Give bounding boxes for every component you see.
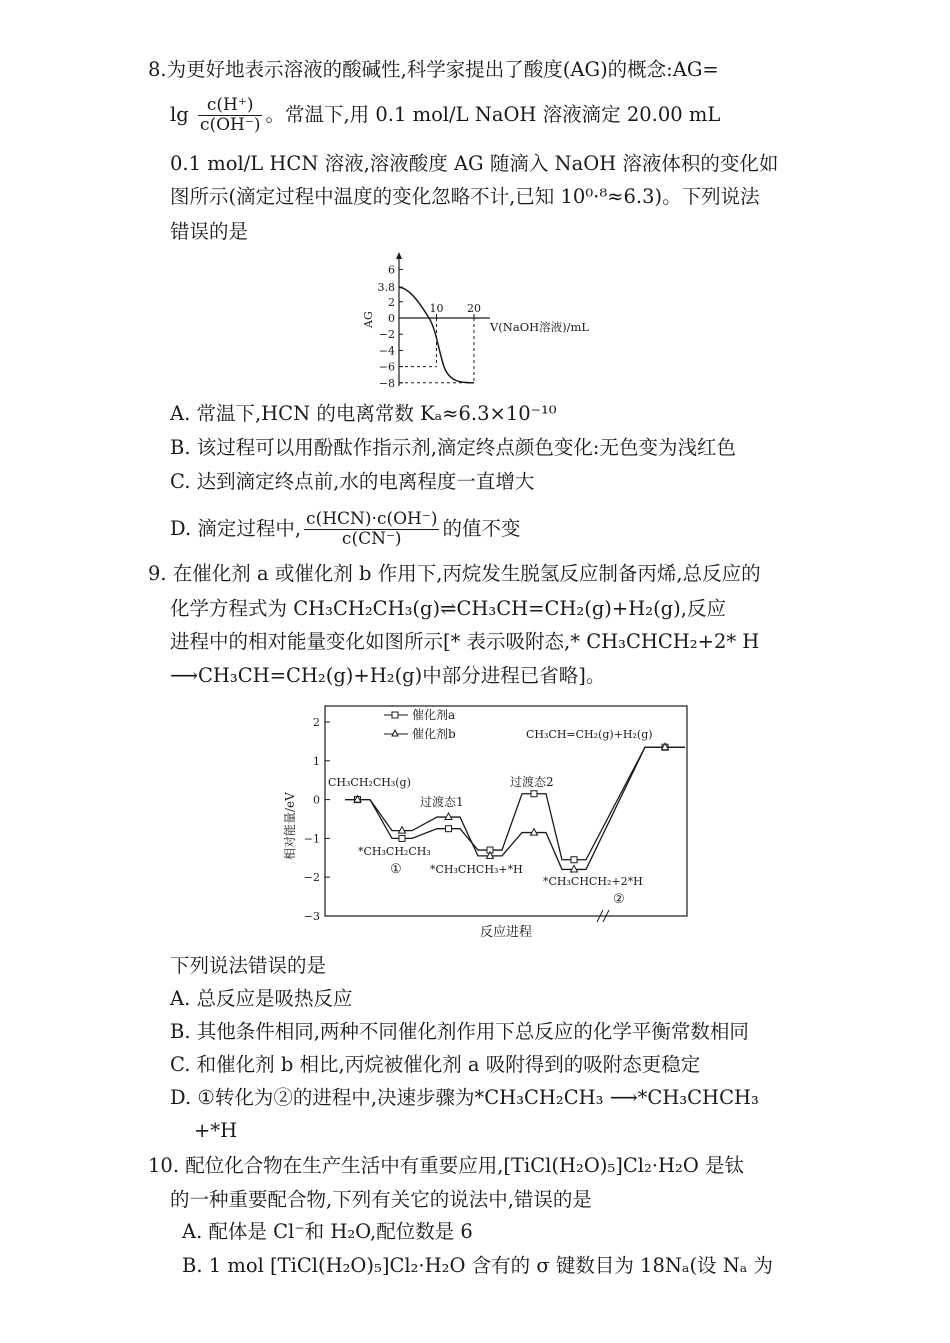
q9-ylabel: 相对能量/eV xyxy=(283,792,297,860)
q8-ytick-label: −2 xyxy=(378,328,395,342)
q8-line5: 错误的是 xyxy=(170,220,249,243)
q9-point-a xyxy=(531,791,537,797)
q10-line1: 10. 配位化合物在生产生活中有重要应用,[TiCl(H₂O)₅]Cl₂·H₂O 是钛 xyxy=(148,1154,745,1177)
q9-xlabel: 反应进程 xyxy=(480,925,533,940)
q9-energy-chart xyxy=(280,700,700,950)
q8-ytick-label: 0 xyxy=(388,312,395,325)
q8-xlabel: V(NaOH溶液)/mL xyxy=(490,320,590,334)
q10-line2: 的一种重要配合物,下列有关它的说法中,错误的是 xyxy=(170,1188,592,1211)
q8-number: 8. xyxy=(148,58,167,81)
q9-point-b xyxy=(531,829,538,836)
q8-ytick-label: −8 xyxy=(378,376,395,390)
q9-option-b: B. 其他条件相同,两种不同催化剂作用下总反应的化学平衡常数相同 xyxy=(170,1020,749,1043)
q9-option-c: C. 和催化剂 b 相比,丙烷被催化剂 a 吸附得到的吸附态更稳定 xyxy=(170,1053,701,1076)
q8-option-b: B. 该过程可以用酚酞作指示剂,滴定终点颜色变化:无色变为浅红色 xyxy=(170,436,736,459)
q9-ann-ads3: *CH₃CHCH₂+2*H xyxy=(543,875,643,888)
q8-y-arrow xyxy=(396,252,402,259)
q8-line3: 0.1 mol/L HCN 溶液,溶液酸度 AG 随滴入 NaOH 溶液体积的变化如 xyxy=(170,152,779,175)
q8-option-a: A. 常温下,HCN 的电离常数 Kₐ≈6.3×10⁻¹⁰ xyxy=(170,402,557,425)
q9-option-a: A. 总反应是吸热反应 xyxy=(170,987,353,1010)
q9-point-b xyxy=(399,827,406,834)
q9-ann-ts1: 过渡态1 xyxy=(420,795,464,809)
q9-ytick-label: −2 xyxy=(303,871,320,885)
q9-line3: 进程中的相对能量变化如图所示[* 表示吸附态,* CH₃CHCH₂+2* H xyxy=(170,630,760,653)
q9-prompt: 下列说法错误的是 xyxy=(170,954,327,977)
q9-ytick-label: −1 xyxy=(303,832,320,846)
q9-ann-ads2: *CH₃CHCH₃+*H xyxy=(430,863,523,876)
q8-ytick-label: 6 xyxy=(388,263,395,277)
q9-ann-product: CH₃CH=CH₂(g)+H₂(g) xyxy=(526,728,653,741)
q9-ytick-label: 2 xyxy=(313,716,320,729)
q10-option-a: A. 配体是 Cl⁻和 H₂O,配位数是 6 xyxy=(182,1220,473,1243)
q9-point-a xyxy=(571,857,577,863)
q9-ann-ads1: *CH₃CH₂CH₃ xyxy=(358,845,431,858)
q9-line4: ⟶CH₃CH=CH₂(g)+H₂(g)中部分进程已省略]。 xyxy=(170,664,606,687)
q9-legend-b: 催化剂b xyxy=(412,727,456,741)
q8-line2: lg $\frac{c(H^+)}{c(OH^-)}$ 。常温下,用 0.1 mol/L NaOH 溶液滴定 20.00 mL xyxy=(170,95,721,135)
q9-series-a-line xyxy=(345,747,685,860)
q8-line4: 图所示(滴定过程中温度的变化忽略不计,已知 10⁰·⁸≈6.3)。下列说法 xyxy=(170,185,760,208)
q9-legend-marker-b xyxy=(392,730,398,736)
q8-line1: 8.为更好地表示溶液的酸碱性,科学家提出了酸度(AG)的概念:AG= xyxy=(148,58,719,81)
q9-legend xyxy=(384,707,456,741)
q9-option-d-line2: +*H xyxy=(194,1119,238,1142)
q8-ylabel: AG xyxy=(362,311,375,328)
q9-point-a xyxy=(446,826,452,832)
q8-ag-chart xyxy=(350,250,620,395)
q8-ytick-label: −4 xyxy=(378,344,395,358)
q8-ytick-label: −6 xyxy=(378,360,395,374)
ag-fraction: $\frac{c(H^+)}{c(OH^-)}$ xyxy=(199,95,261,135)
q9-legend-marker-a xyxy=(392,712,398,718)
q9-line2: 化学方程式为 CH₃CH₂CH₃(g)⇌CH₃CH=CH₂(g)+H₂(g),反应 xyxy=(170,597,726,620)
q8-option-d: D. 滴定过程中, $\frac{\text{c(HCN)·c(OH⁻)}}{c(CN^-)}$ 的值不变 xyxy=(170,509,521,549)
q9-ann-ts2: 过渡态2 xyxy=(510,775,554,789)
q8-ytick-label: 2 xyxy=(388,295,395,309)
q9-point-b xyxy=(571,865,578,872)
q9-point-a xyxy=(399,835,405,841)
q8-option-c: C. 达到滴定终点前,水的电离程度一直增大 xyxy=(170,470,535,493)
q9-option-d-line1: D. ①转化为②的进程中,决速步骤为*CH₃CH₂CH₃ ⟶*CH₃CHCH₃ xyxy=(170,1086,759,1109)
q9-ann-circle2: ② xyxy=(613,892,625,907)
q10-option-b: B. 1 mol [TiCl(H₂O)₅]Cl₂·H₂O 含有的 σ 键数目为 18Nₐ(设 Nₐ 为 xyxy=(182,1254,774,1277)
q9-ann-reactant: CH₃CH₂CH₃(g) xyxy=(328,776,411,789)
q9-ytick-label: 0 xyxy=(313,793,320,807)
q9-point-b xyxy=(445,813,452,820)
q9-ytick-label: 1 xyxy=(313,754,320,768)
q8-xtick-label: 10 xyxy=(429,302,444,315)
q8-ytick-label: 3.8 xyxy=(377,281,395,295)
q8-xtick-label: 20 xyxy=(467,302,481,315)
q9-line1: 9. 在催化剂 a 或催化剂 b 作用下,丙烷发生脱氢反应制备丙烯,总反应的 xyxy=(148,562,761,585)
q9-ann-circle1: ① xyxy=(390,862,402,877)
q9-ytick-label: −3 xyxy=(303,910,320,923)
q8-option-d-fraction: $\frac{\text{c(HCN)·c(OH⁻)}}{c(CN^-)}$ xyxy=(306,509,438,549)
q9-legend-a: 催化剂a xyxy=(412,708,456,722)
